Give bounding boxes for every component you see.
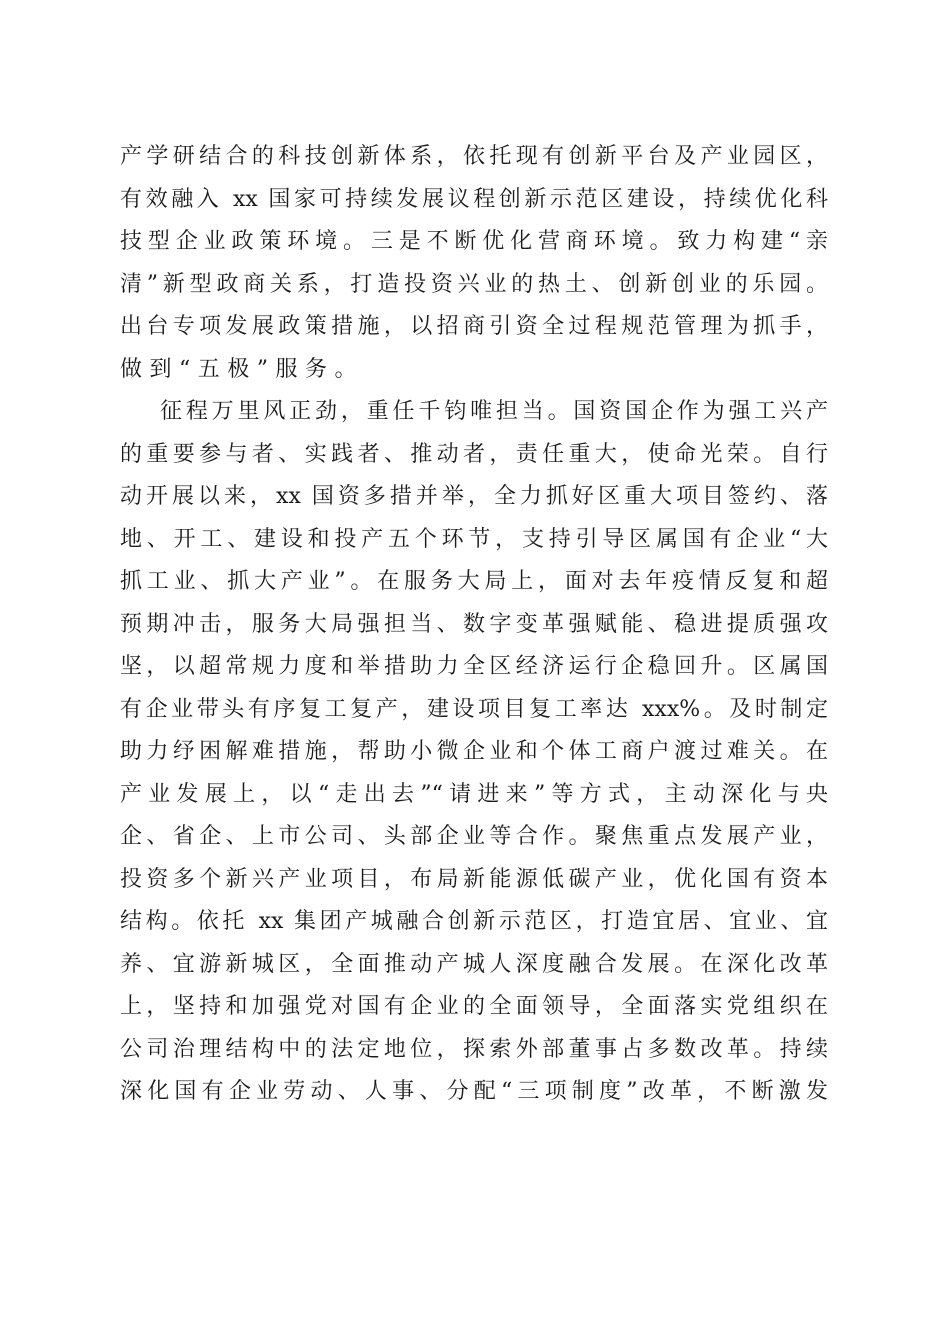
text-line: 结构。依托 xx 集团产城融合创新示范区，打造宜居、宜业、宜 (120, 909, 828, 934)
text-line: 的重要参与者、实践者、推动者，责任重大，使命光荣。自行 (120, 441, 828, 467)
text-line: 企、省企、上市公司、头部企业等合作。聚焦重点发展产业， (120, 824, 828, 849)
text-line: 征程万里风正劲，重任千钧唯担当。国资国企作为强工兴产 (160, 399, 828, 424)
text-line: 动开展以来，xx 国资多措并举，全力抓好区重大项目签约、落 (120, 484, 828, 509)
text-line: 有企业带头有序复工复产，建设项目复工率达 xxx%。及时制定 (120, 696, 828, 722)
text-line: 清”新型政商关系，打造投资兴业的热土、创新创业的乐园。 (120, 271, 828, 297)
text-line: 助力纾困解难措施，帮助小微企业和个体工商户渡过难关。在 (120, 739, 828, 764)
text-line: 坚，以超常规力度和举措助力全区经济运行企稳回升。区属国 (120, 654, 828, 679)
text-line: 出台专项发展政策措施，以招商引资全过程规范管理为抓手， (120, 314, 828, 339)
text-line: 深化国有企业劳动、人事、分配“三项制度”改革，不断激发 (120, 1079, 828, 1104)
text-line: 做到“五极”服务。 (120, 356, 364, 382)
text-line: 产学研结合的科技创新体系，依托现有创新平台及产业园区， (120, 144, 828, 169)
text-line: 公司治理结构中的法定地位，探索外部董事占多数改革。持续 (120, 1036, 828, 1062)
text-line: 产业发展上，以“走出去”“请进来”等方式，主动深化与央 (120, 781, 828, 807)
text-line: 上，坚持和加强党对国有企业的全面领导，全面落实党组织在 (120, 994, 828, 1019)
text-line: 养、宜游新城区，全面推动产城人深度融合发展。在深化改革 (120, 951, 828, 977)
text-line: 抓工业、抓大产业”。在服务大局上，面对去年疫情反复和超 (120, 569, 828, 594)
document-page (120, 136, 828, 1114)
text-line: 投资多个新兴产业项目，布局新能源低碳产业，优化国有资本 (120, 866, 828, 892)
text-line: 技型企业政策环境。三是不断优化营商环境。致力构建“亲 (120, 229, 828, 254)
text-line: 有效融入 xx 国家可持续发展议程创新示范区建设，持续优化科 (120, 186, 828, 212)
text-line: 地、开工、建设和投产五个环节，支持引导区属国有企业“大 (120, 526, 828, 552)
paragraph-2 (120, 391, 828, 1114)
text-line: 预期冲击，服务大局强担当、数字变革强赋能、稳进提质强攻 (120, 611, 828, 637)
paragraph-1 (120, 136, 828, 391)
